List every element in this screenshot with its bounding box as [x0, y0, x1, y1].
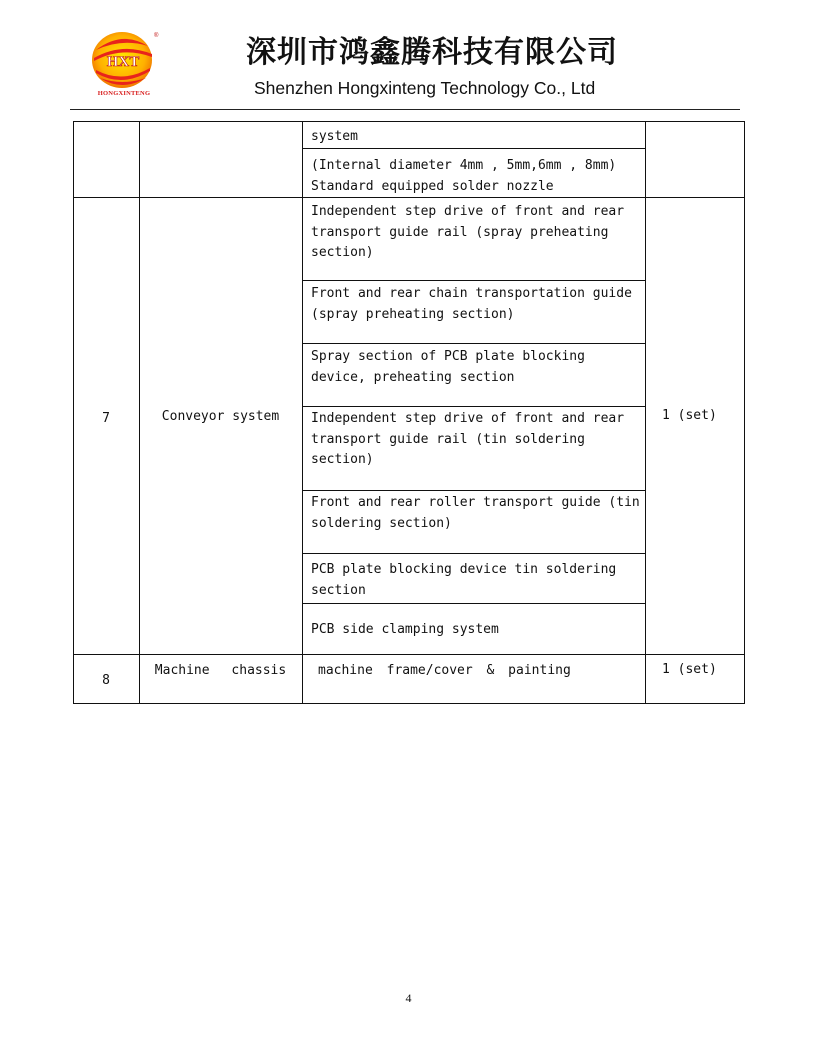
table-cell-number: 8 — [102, 673, 110, 688]
hxt-logo-icon — [88, 28, 160, 92]
table-divider — [302, 121, 303, 704]
item-divider — [302, 603, 646, 604]
table-cell-item: Independent step drive of front and rear transport guide rail (spray preheating section) — [311, 204, 625, 260]
table-cell-name: Machine chassis — [154, 663, 287, 678]
item-divider — [302, 280, 646, 281]
company-name-english: Shenzhen Hongxinteng Technology Co., Ltd — [254, 78, 596, 98]
table-cell-item: PCB plate blocking device tin soldering section — [311, 562, 617, 598]
table-cell-item: system — [311, 129, 358, 144]
page-number: 4 — [405, 991, 412, 1005]
table-cell-number: 7 — [102, 411, 110, 426]
table-cell-item: PCB side clamping system — [311, 622, 499, 637]
svg-text:HXT: HXT — [106, 54, 140, 70]
item-divider — [302, 406, 646, 407]
item-divider — [302, 148, 646, 149]
table-cell-item: machine frame/cover & painting — [318, 663, 571, 678]
table-cell-name: Conveyor system — [161, 409, 280, 424]
item-divider — [302, 490, 646, 491]
table-divider — [645, 121, 646, 704]
table-cell-item: Independent step drive of front and rear transport guide rail (tin soldering section) — [311, 411, 625, 467]
svg-text:®: ® — [154, 33, 159, 39]
table-cell-quantity: 1 (set) — [662, 408, 717, 423]
logo-caption: HONGXINTENG — [97, 90, 151, 97]
table-cell-item: Front and rear chain transportation guide (spray preheating section) — [311, 286, 632, 322]
company-logo — [88, 28, 160, 104]
table-cell-item: Front and rear roller transport guide (tin soldering section) — [311, 495, 640, 531]
item-divider — [302, 553, 646, 554]
company-name-chinese: 深圳市鸿鑫腾科技有限公司 — [246, 35, 618, 70]
header-divider — [70, 109, 740, 110]
table-row-divider — [73, 197, 745, 198]
table-border-right — [744, 121, 745, 704]
table-border-top — [73, 121, 745, 122]
item-divider — [302, 343, 646, 344]
table-cell-item: Spray section of PCB plate blocking device, preheating section — [311, 349, 585, 385]
table-cell-item: (Internal diameter 4mm , 5mm,6mm , 8mm) Standard equipped solder nozzle — [311, 158, 617, 194]
table-row-divider — [73, 654, 745, 655]
table-border-bottom — [73, 703, 745, 704]
table-cell-quantity: 1 (set) — [662, 662, 717, 677]
